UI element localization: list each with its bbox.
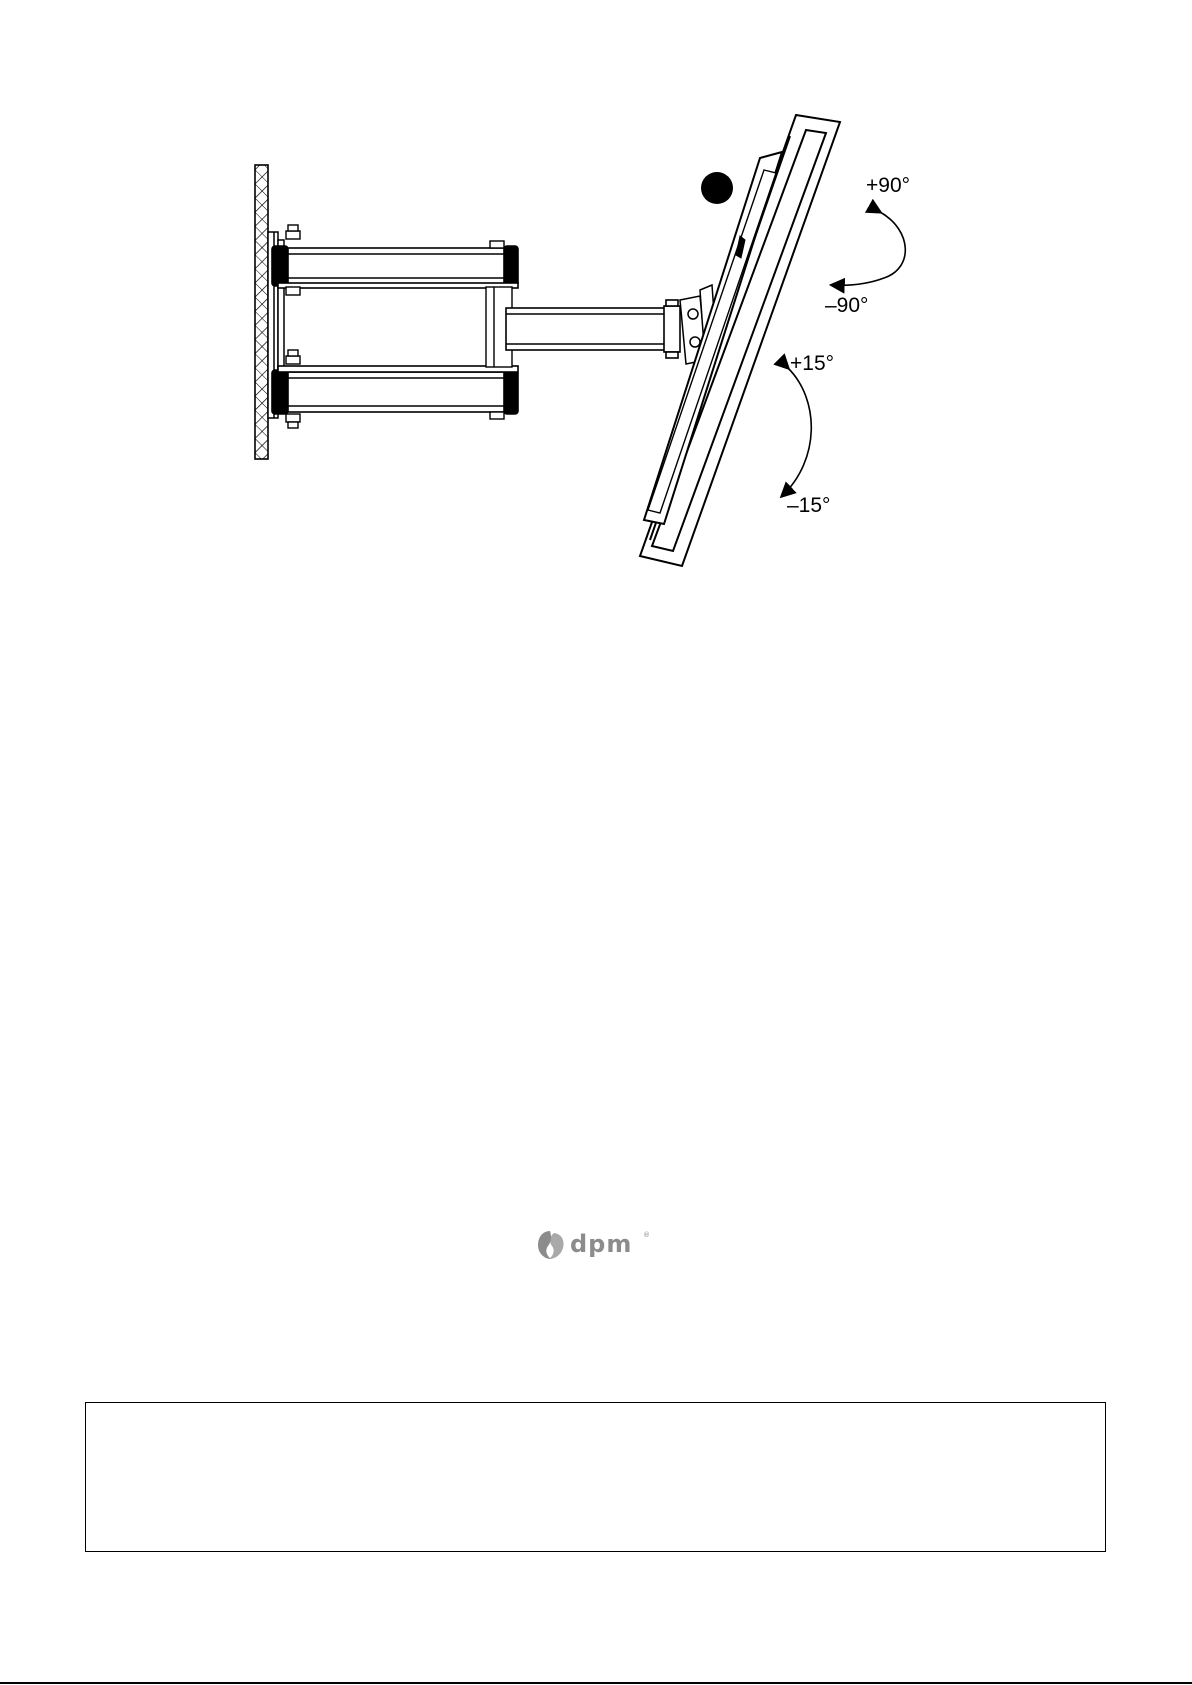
label-plus-90: +90° [866, 174, 911, 197]
logo-registered-mark: ® [643, 1231, 650, 1239]
label-minus-90: –90° [825, 294, 869, 317]
bottom-rule [0, 1682, 1192, 1684]
step-marker [701, 172, 733, 204]
dpm-logo [536, 1228, 656, 1264]
tilt-arrow [782, 368, 811, 496]
upper-arm [272, 246, 518, 288]
wall [255, 165, 268, 459]
logo-text: dpm [570, 1230, 633, 1258]
note-box [85, 1402, 1106, 1552]
extension-arm [506, 300, 680, 358]
swivel-arrow [832, 212, 905, 285]
label-minus-15: –15° [787, 494, 831, 517]
label-plus-15: +15° [790, 352, 835, 375]
tv-wall-mount-diagram [0, 0, 1192, 620]
lower-arm [272, 366, 518, 414]
